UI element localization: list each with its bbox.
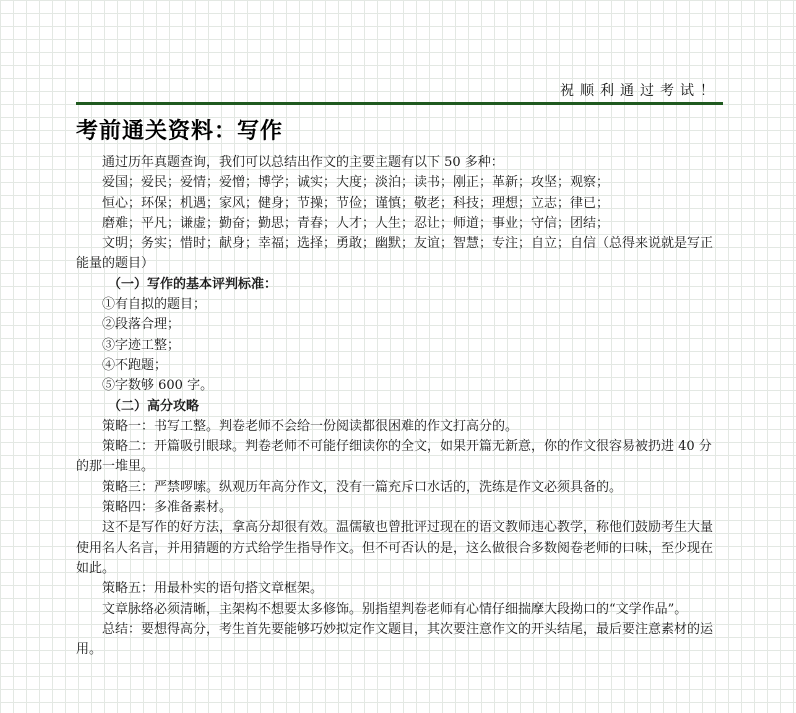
header-divider bbox=[76, 102, 723, 105]
criteria-item: ③字迹工整； bbox=[102, 337, 181, 353]
topic-line: 恒心；环保；机遇；家风；健身；节操；节俭；谨慎；敬老；科技；理想；立志；律已； bbox=[102, 195, 610, 211]
intro-paragraph: 通过历年真题查询，我们可以总结出作文的主要主题有以下 50 多种： bbox=[102, 155, 504, 170]
topic-line: 磨难；平凡；谦虚；勤奋；勤思；青春；人才；人生；忍让；师道；事业；守信；团结； bbox=[102, 215, 610, 231]
topic-line: 爱国；爱民；爱情；爱憎；博学；诚实；大度；淡泊；读书；刚正；革新；攻坚；观察； bbox=[102, 175, 610, 191]
criteria-item: ④不跑题； bbox=[102, 357, 168, 373]
summary-paragraph: 总结：要想得高分，考生首先要能够巧妙拟定作文题目，其次要注意作文的开头结尾，最后要注意素材的运用。 bbox=[76, 621, 714, 658]
strategy-heading: （二）高分攻略 bbox=[108, 398, 200, 414]
criteria-heading: （一）写作的基本评判标准： bbox=[108, 276, 278, 292]
criteria-item: ②段落合理； bbox=[102, 317, 181, 333]
header-slogan: 祝顺利通过考试！ bbox=[560, 83, 720, 99]
criteria-item: ⑤字数够 600 字。 bbox=[102, 378, 214, 394]
page-title: 考前通关资料：写作 bbox=[76, 118, 284, 144]
document-body bbox=[76, 153, 723, 660]
strategy-paragraph: 文章脉络必须清晰，主架构不想要太多修饰。别指望判卷老师有心情仔细揣摩大段拗口的“文学作品”。 bbox=[102, 601, 688, 617]
strategy-paragraph: 策略五：用最朴实的语句搭文章框架。 bbox=[102, 581, 324, 597]
strategy-paragraph: 策略四：多准备素材。 bbox=[102, 500, 233, 516]
topic-line: 文明；务实；惜时；献身；幸福；选择；勇敢；幽默；友谊；智慧；专注；自立；自信（总得来说就是写正能量的题目） bbox=[76, 236, 714, 272]
criteria-item: ①有自拟的题目； bbox=[102, 297, 207, 313]
strategy-paragraph: 策略三：严禁啰嗦。纵观历年高分作文，没有一篇充斥口水话的，洗练是作文必须具备的。 bbox=[102, 479, 623, 495]
strategy-paragraph: 策略二：开篇吸引眼球。判卷老师不可能仔细读你的全文，如果开篇无新意，你的作文很容易被扔进 40 分的那一堆里。 bbox=[76, 439, 712, 475]
strategy-paragraph: 策略一：书写工整。判卷老师不会给一份阅读都很困难的作文打高分的。 bbox=[102, 418, 519, 434]
strategy-paragraph: 这不是写作的好方法，拿高分却很有效。温儒敏也曾批评过现在的语文教师违心教学，称他们鼓励考生大量使用名人名言，并用猜题的方式给学生指导作文。但不可否认的是，这么做很合多数阅卷老师的口味，至少现在如此。 bbox=[76, 520, 714, 576]
